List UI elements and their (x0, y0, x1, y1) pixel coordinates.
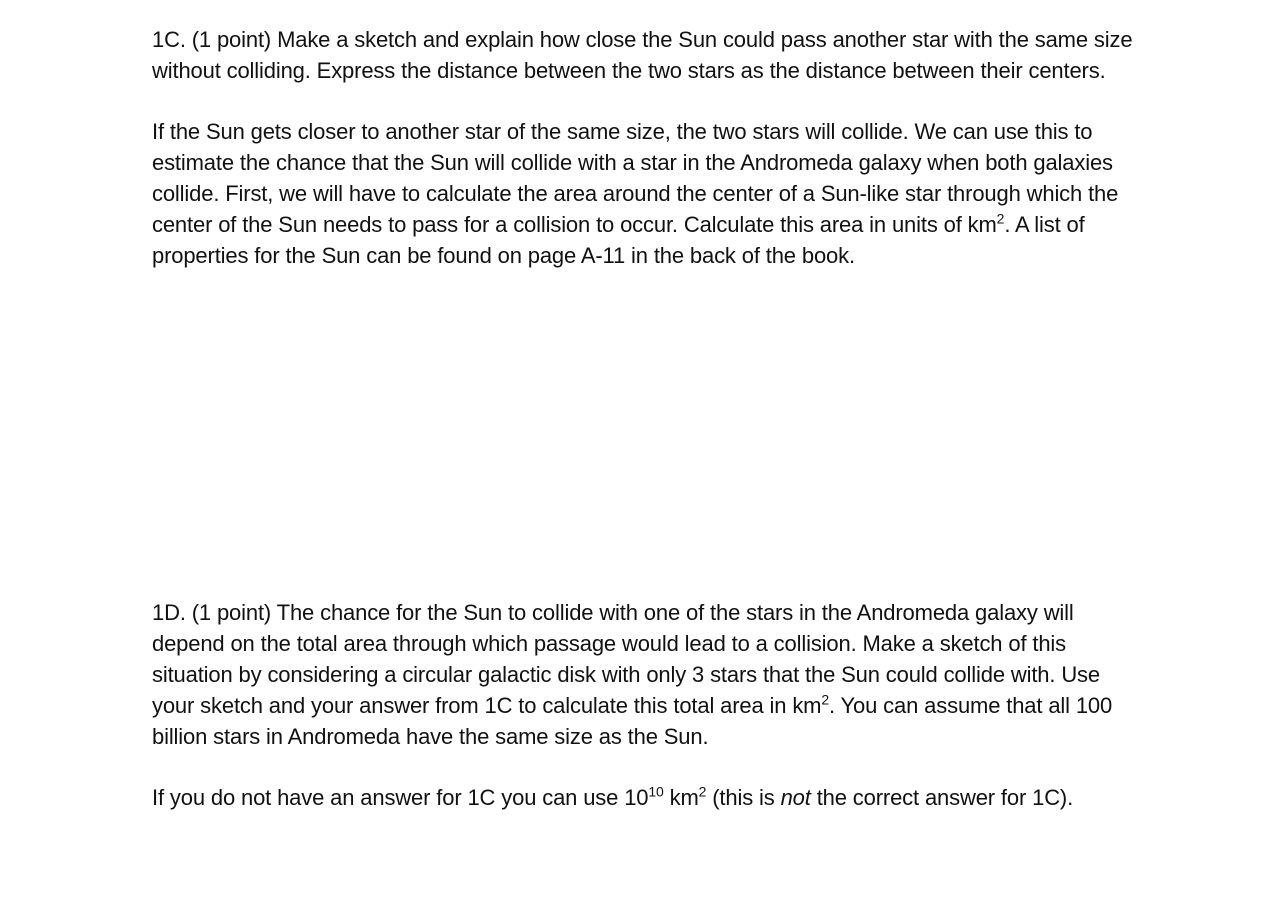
note-text: km (663, 785, 699, 810)
superscript: 2 (821, 691, 830, 708)
question-1c-body-text-end: . A list of properties for the Sun can be found on page A-11 in the back of the book. (152, 212, 1085, 268)
question-1d-text: 1D. (1 point) The chance for the Sun to collide with one of the stars in the Andromeda galaxy will depend on the total area through which passage would lead to a collision. Make a sketch of this situation by considering a circular galactic disk with only 3 stars that the Sun could collide with. Use your sketch and your answer from 1C to calculate this total area in km (152, 600, 1100, 718)
note-text: If you do not have an answer for 1C you can use 10 (152, 785, 649, 810)
question-1d-prompt (152, 597, 1142, 752)
superscript: 10 (648, 783, 664, 800)
question-1c-body (152, 116, 1142, 271)
answer-space (152, 271, 1142, 597)
question-1d-text-end: . You can assume that all 100 billion stars in Andromeda have the same size as the Sun. (152, 693, 1113, 749)
superscript: 2 (996, 210, 1005, 227)
question-1c-text: 1C. (1 point) Make a sketch and explain how close the Sun could pass another star with the same size without colliding. Express the distance between the two stars as the distance between their centers. (152, 27, 1133, 83)
question-1c-prompt (152, 24, 1142, 86)
note-emphasis: not (780, 785, 811, 810)
question-1c-body-text: If the Sun gets closer to another star of the same size, the two stars will collide. We can use this to estimate the chance that the Sun will collide with a star in the Andromeda galaxy when both galaxies collide. First, we will have to calculate the area around the center of a Sun-like star through which the center of the Sun needs to pass for a collision to occur. Calculate this area in units of km (152, 119, 1119, 237)
note-text: the correct answer for 1C). (810, 785, 1074, 810)
document-page (152, 24, 1142, 813)
superscript: 2 (698, 783, 707, 800)
question-1d-note (152, 782, 1142, 813)
note-text: (this is (706, 785, 781, 810)
